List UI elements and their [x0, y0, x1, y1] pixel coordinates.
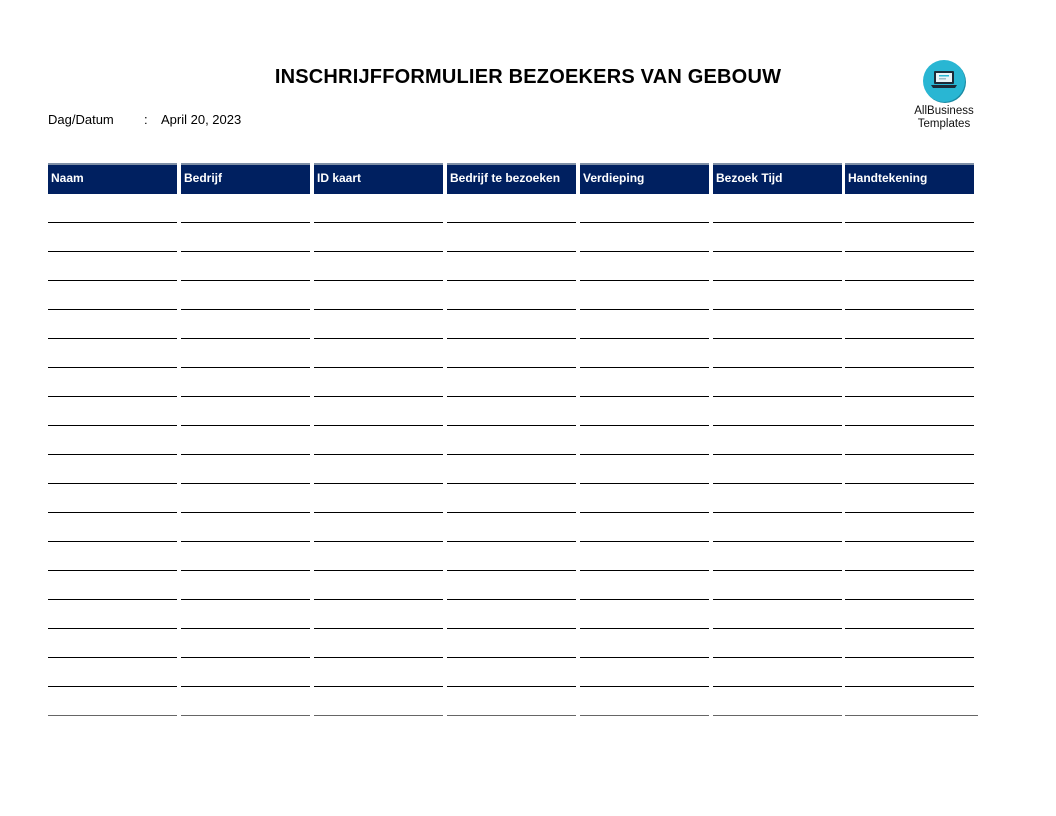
table-cell-naam[interactable] — [48, 513, 177, 542]
table-cell-id-kaart[interactable] — [314, 542, 443, 571]
column-header-verdieping: Verdieping — [580, 163, 709, 194]
table-cell-handtekening[interactable] — [845, 368, 974, 397]
table-cell-bedrijf-te-bezoeken[interactable] — [447, 455, 576, 484]
table-cell-bezoek-tijd[interactable] — [713, 513, 842, 542]
table-cell-bezoek-tijd[interactable] — [713, 223, 842, 252]
table-cell-handtekening[interactable] — [845, 310, 974, 339]
table-cell-bedrijf-te-bezoeken[interactable] — [447, 484, 576, 513]
table-cell-bedrijf-te-bezoeken[interactable] — [447, 658, 576, 687]
table-cell-handtekening[interactable] — [845, 426, 974, 455]
table-cell-naam[interactable] — [48, 252, 177, 281]
table-cell-bedrijf[interactable] — [181, 397, 310, 426]
table-cell-bedrijf-te-bezoeken[interactable] — [447, 426, 576, 455]
table-cell-id-kaart[interactable] — [314, 455, 443, 484]
table-row — [48, 194, 978, 223]
table-cell-verdieping[interactable] — [580, 310, 709, 339]
table-cell-bedrijf-te-bezoeken[interactable] — [447, 194, 576, 223]
table-cell-naam[interactable] — [48, 339, 177, 368]
table-cell-handtekening[interactable] — [845, 600, 974, 629]
table-cell-bedrijf-te-bezoeken[interactable] — [447, 310, 576, 339]
table-cell-bezoek-tijd[interactable] — [713, 571, 842, 600]
table-row — [48, 542, 978, 571]
table-cell-bezoek-tijd[interactable] — [713, 281, 842, 310]
table-cell-bedrijf-te-bezoeken[interactable] — [447, 513, 576, 542]
table-cell-verdieping[interactable] — [580, 339, 709, 368]
table-cell-bedrijf-te-bezoeken[interactable] — [447, 223, 576, 252]
table-cell-bedrijf[interactable] — [181, 571, 310, 600]
table-cell-id-kaart[interactable] — [314, 310, 443, 339]
table-cell-handtekening[interactable] — [845, 223, 974, 252]
page-title: INSCHRIJFFORMULIER BEZOEKERS VAN GEBOUW — [274, 66, 782, 88]
table-cell-verdieping[interactable] — [580, 252, 709, 281]
table-row — [48, 571, 978, 600]
table-cell-id-kaart[interactable] — [314, 223, 443, 252]
laptop-icon — [930, 69, 958, 91]
table-cell-verdieping[interactable] — [580, 194, 709, 223]
column-header-handtekening: Handtekening — [845, 163, 974, 194]
table-row — [48, 339, 978, 368]
table-cell-naam[interactable] — [48, 629, 177, 658]
table-cell-id-kaart[interactable] — [314, 658, 443, 687]
table-row — [48, 484, 978, 513]
table-cell-naam[interactable] — [48, 368, 177, 397]
table-cell-verdieping[interactable] — [580, 368, 709, 397]
table-cell-verdieping[interactable] — [580, 426, 709, 455]
logo-text — [906, 105, 982, 131]
table-cell-naam[interactable] — [48, 542, 177, 571]
table-cell-bedrijf-te-bezoeken[interactable] — [447, 339, 576, 368]
column-header-bedrijf: Bedrijf — [181, 163, 310, 194]
table-cell-id-kaart[interactable] — [314, 600, 443, 629]
table-cell-bedrijf[interactable] — [181, 339, 310, 368]
table-cell-bedrijf[interactable] — [181, 426, 310, 455]
table-row — [48, 310, 978, 339]
table-cell-bedrijf[interactable] — [181, 600, 310, 629]
table-cell-bedrijf[interactable] — [181, 252, 310, 281]
table-cell-bedrijf-te-bezoeken[interactable] — [447, 571, 576, 600]
table-cell-bezoek-tijd[interactable] — [713, 426, 842, 455]
table-cell-naam[interactable] — [48, 223, 177, 252]
table-cell-bedrijf[interactable] — [181, 455, 310, 484]
table-cell-handtekening[interactable] — [845, 252, 974, 281]
table-cell-bedrijf[interactable] — [181, 513, 310, 542]
table-row — [48, 397, 978, 426]
table-cell-bedrijf[interactable] — [181, 368, 310, 397]
table-row — [48, 281, 978, 310]
table-cell-handtekening[interactable] — [845, 571, 974, 600]
table-cell-id-kaart[interactable] — [314, 484, 443, 513]
table-cell-bedrijf-te-bezoeken[interactable] — [447, 542, 576, 571]
allbusiness-logo — [906, 58, 982, 131]
table-cell-id-kaart[interactable] — [314, 281, 443, 310]
table-cell-naam[interactable] — [48, 484, 177, 513]
table-cell-bezoek-tijd[interactable] — [713, 658, 842, 687]
logo-text-line1: AllBusiness — [914, 105, 974, 117]
table-row — [48, 455, 978, 484]
table-cell-bezoek-tijd[interactable] — [713, 252, 842, 281]
column-header-id-kaart: ID kaart — [314, 163, 443, 194]
table-cell-id-kaart[interactable] — [314, 397, 443, 426]
table-cell-naam[interactable] — [48, 397, 177, 426]
table-cell-id-kaart[interactable] — [314, 571, 443, 600]
table-cell-bedrijf[interactable] — [181, 658, 310, 687]
table-cell-naam[interactable] — [48, 455, 177, 484]
table-cell-id-kaart[interactable] — [314, 368, 443, 397]
table-cell-handtekening[interactable] — [845, 513, 974, 542]
visitor-table — [48, 163, 978, 194]
table-cell-verdieping[interactable] — [580, 658, 709, 687]
table-cell-handtekening[interactable] — [845, 629, 974, 658]
table-cell-id-kaart[interactable] — [314, 194, 443, 223]
table-cell-verdieping[interactable] — [580, 223, 709, 252]
table-cell-id-kaart[interactable] — [314, 339, 443, 368]
table-cell-bezoek-tijd[interactable] — [713, 687, 842, 716]
table-cell-handtekening[interactable] — [845, 658, 974, 687]
table-cell-id-kaart[interactable] — [314, 252, 443, 281]
date-label: Dag/Datum — [48, 112, 114, 127]
table-cell-verdieping[interactable] — [580, 571, 709, 600]
table-cell-verdieping[interactable] — [580, 397, 709, 426]
table-cell-handtekening[interactable] — [845, 194, 974, 223]
table-row — [48, 600, 978, 629]
table-cell-bedrijf[interactable] — [181, 484, 310, 513]
table-cell-bedrijf-te-bezoeken[interactable] — [447, 600, 576, 629]
table-cell-verdieping[interactable] — [580, 542, 709, 571]
table-cell-naam[interactable] — [48, 687, 177, 716]
table-cell-bedrijf-te-bezoeken[interactable] — [447, 368, 576, 397]
table-cell-bedrijf[interactable] — [181, 629, 310, 658]
table-cell-naam[interactable] — [48, 658, 177, 687]
table-cell-handtekening[interactable] — [845, 484, 974, 513]
date-separator: : — [144, 112, 148, 127]
table-cell-naam[interactable] — [48, 600, 177, 629]
table-cell-naam[interactable] — [48, 426, 177, 455]
table-cell-bezoek-tijd[interactable] — [713, 397, 842, 426]
table-row — [48, 629, 978, 658]
table-cell-handtekening[interactable] — [845, 339, 974, 368]
table-cell-naam[interactable] — [48, 281, 177, 310]
table-cell-bedrijf[interactable] — [181, 223, 310, 252]
table-cell-naam[interactable] — [48, 194, 177, 223]
table-cell-verdieping[interactable] — [580, 687, 709, 716]
table-cell-bezoek-tijd[interactable] — [713, 194, 842, 223]
table-row — [48, 658, 978, 687]
table-cell-verdieping[interactable] — [580, 600, 709, 629]
table-cell-id-kaart[interactable] — [314, 629, 443, 658]
column-header-bezoek-tijd: Bezoek Tijd — [713, 163, 842, 194]
table-cell-bezoek-tijd[interactable] — [713, 368, 842, 397]
table-cell-bezoek-tijd[interactable] — [713, 629, 842, 658]
table-row — [48, 513, 978, 542]
table-cell-bezoek-tijd[interactable] — [713, 600, 842, 629]
table-row — [48, 368, 978, 397]
logo-text-line2: Templates — [917, 118, 971, 130]
table-cell-bedrijf[interactable] — [181, 310, 310, 339]
table-cell-bedrijf-te-bezoeken[interactable] — [447, 687, 576, 716]
table-cell-bezoek-tijd[interactable] — [713, 455, 842, 484]
table-cell-naam[interactable] — [48, 571, 177, 600]
column-header-bedrijf-te-bezoeken: Bedrijf te bezoeken — [447, 163, 576, 194]
table-header-row — [48, 163, 978, 194]
table-cell-bedrijf[interactable] — [181, 281, 310, 310]
table-cell-bedrijf[interactable] — [181, 542, 310, 571]
logo-badge — [923, 60, 965, 102]
table-cell-bedrijf[interactable] — [181, 194, 310, 223]
table-cell-naam[interactable] — [48, 310, 177, 339]
table-cell-bedrijf[interactable] — [181, 687, 310, 716]
table-cell-verdieping[interactable] — [580, 455, 709, 484]
table-body — [48, 194, 978, 716]
table-cell-bezoek-tijd[interactable] — [713, 339, 842, 368]
table-cell-verdieping[interactable] — [580, 484, 709, 513]
table-cell-bezoek-tijd[interactable] — [713, 542, 842, 571]
table-cell-handtekening[interactable] — [845, 281, 974, 310]
table-row — [48, 252, 978, 281]
table-cell-handtekening[interactable] — [845, 687, 978, 716]
table-cell-id-kaart[interactable] — [314, 513, 443, 542]
table-cell-bedrijf-te-bezoeken[interactable] — [447, 281, 576, 310]
table-cell-handtekening[interactable] — [845, 455, 974, 484]
table-row — [48, 426, 978, 455]
table-cell-bedrijf-te-bezoeken[interactable] — [447, 252, 576, 281]
table-cell-bezoek-tijd[interactable] — [713, 484, 842, 513]
table-cell-verdieping[interactable] — [580, 281, 709, 310]
table-cell-id-kaart[interactable] — [314, 687, 443, 716]
table-row — [48, 223, 978, 252]
date-value: April 20, 2023 — [161, 112, 242, 127]
table-cell-verdieping[interactable] — [580, 513, 709, 542]
table-cell-verdieping[interactable] — [580, 629, 709, 658]
table-cell-handtekening[interactable] — [845, 542, 974, 571]
table-row — [48, 687, 978, 716]
table-cell-bedrijf-te-bezoeken[interactable] — [447, 629, 576, 658]
table-cell-id-kaart[interactable] — [314, 426, 443, 455]
table-cell-handtekening[interactable] — [845, 397, 974, 426]
table-cell-bezoek-tijd[interactable] — [713, 310, 842, 339]
column-header-naam: Naam — [48, 163, 177, 194]
table-cell-bedrijf-te-bezoeken[interactable] — [447, 397, 576, 426]
